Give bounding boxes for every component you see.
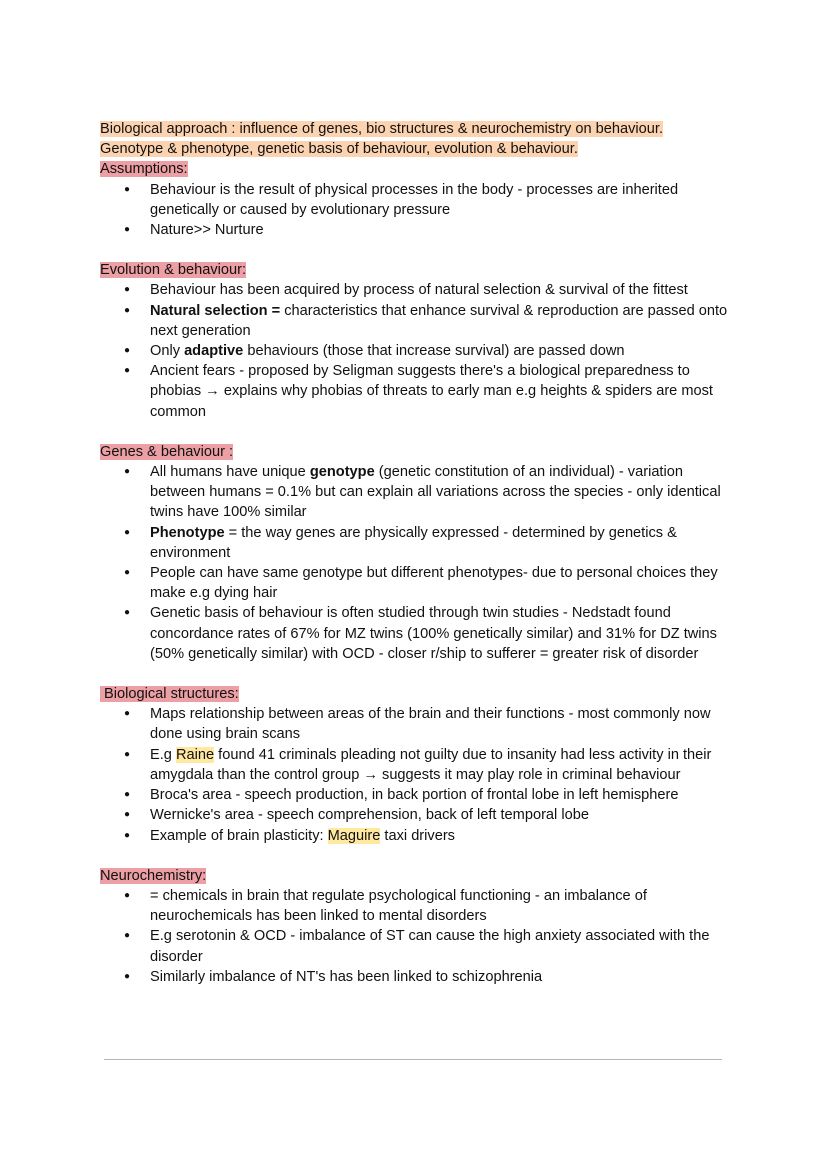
item-text: All humans have unique bbox=[150, 464, 310, 481]
researcher-highlight: Raine bbox=[175, 746, 215, 763]
term-bold: Natural selection = bbox=[150, 302, 281, 319]
neuro-section bbox=[100, 866, 730, 987]
intro-title-line: Biological approach : influence of genes, bio structures & neurochemistry on behaviour. bbox=[100, 121, 663, 137]
evolution-section bbox=[100, 260, 730, 422]
list-item bbox=[100, 301, 730, 341]
item-text: taxi drivers bbox=[380, 827, 455, 844]
intro-subtitle-line: Genotype & phenotype, genetic basis of behaviour, evolution & behaviour. bbox=[100, 141, 578, 158]
assumptions-heading: Assumptions: bbox=[100, 161, 188, 178]
genes-list bbox=[100, 462, 730, 664]
item-text: = the way genes are physically expressed - determined by genetics & environment bbox=[150, 524, 677, 561]
neuro-heading: Neurochemistry: bbox=[100, 867, 207, 884]
item-text: Example of brain plasticity: bbox=[150, 827, 328, 844]
list-item bbox=[100, 745, 730, 785]
term-bold: Phenotype bbox=[150, 524, 225, 541]
item-text: found 41 criminals pleading not guilty due to insanity had less activity in their amygdala than the control group → suggests it may play role in criminal behaviour bbox=[150, 746, 712, 783]
assumptions-list bbox=[100, 180, 730, 241]
evolution-list bbox=[100, 280, 730, 421]
neuro-list bbox=[100, 886, 730, 987]
list-item: ● People can have same genotype but different phenotypes- due to personal choices they make e.g dying hair bbox=[100, 563, 730, 603]
item-text: Only bbox=[150, 343, 185, 360]
evolution-heading: Evolution & behaviour: bbox=[100, 262, 247, 279]
list-item bbox=[100, 523, 730, 563]
term-bold: adaptive bbox=[184, 343, 244, 360]
intro-block bbox=[100, 119, 730, 180]
item-text: characteristics that enhance survival & reproduction are passed onto next generation bbox=[150, 302, 728, 339]
structures-section bbox=[100, 684, 730, 846]
page-divider bbox=[104, 1059, 722, 1060]
item-text: behaviours (those that increase survival) are passed down bbox=[243, 343, 625, 360]
list-item: ● Behaviour is the result of physical processes in the body - processes are inherited genetically or caused by evolutionary pressure bbox=[100, 180, 730, 220]
term-bold: genotype bbox=[309, 464, 375, 481]
list-item: ● Similarly imbalance of NT's has been linked to schizophrenia bbox=[100, 967, 730, 987]
item-text: (genetic constitution of an individual) - variation between humans = 0.1% but can explain all variations across the species - only identical twins have 100% similar bbox=[150, 464, 721, 521]
list-item: ● Maps relationship between areas of the brain and their functions - most commonly now done using brain scans bbox=[100, 704, 730, 744]
list-item: ● Genetic basis of behaviour is often studied through twin studies - Nedstadt found concordance rates of 67% for MZ twins (100% genetically similar) and 31% for DZ twins (50% genetically similar) with OCD - closer r/ship to sufferer = greater risk of disorder bbox=[100, 603, 730, 664]
list-item: ● Nature>> Nurture bbox=[100, 220, 730, 240]
list-item: ● E.g serotonin & OCD - imbalance of ST can cause the high anxiety associated with the disorder bbox=[100, 926, 730, 966]
genes-section bbox=[100, 442, 730, 664]
list-item bbox=[100, 826, 730, 846]
structures-list bbox=[100, 704, 730, 845]
list-item: ● Broca's area - speech production, in back portion of frontal lobe in left hemisphere bbox=[100, 785, 730, 805]
list-item: ● Wernicke's area - speech comprehension, back of left temporal lobe bbox=[100, 805, 730, 825]
list-item bbox=[100, 341, 730, 361]
list-item: ● Behaviour has been acquired by process of natural selection & survival of the fittest bbox=[100, 280, 730, 300]
list-item bbox=[100, 462, 730, 523]
structures-heading: Biological structures: bbox=[100, 686, 239, 703]
list-item: ● Ancient fears - proposed by Seligman suggests there's a biological preparedness to phobias → explains why phobias of threats to early man e.g heights & spiders are most common bbox=[100, 361, 730, 422]
genes-heading: Genes & behaviour : bbox=[100, 443, 234, 460]
list-item: ● = chemicals in brain that regulate psychological functioning - an imbalance of neurochemicals has been linked to mental disorders bbox=[100, 886, 730, 926]
item-text: E.g bbox=[150, 746, 176, 763]
document-content bbox=[100, 119, 730, 987]
researcher-highlight: Maguire bbox=[327, 827, 381, 844]
